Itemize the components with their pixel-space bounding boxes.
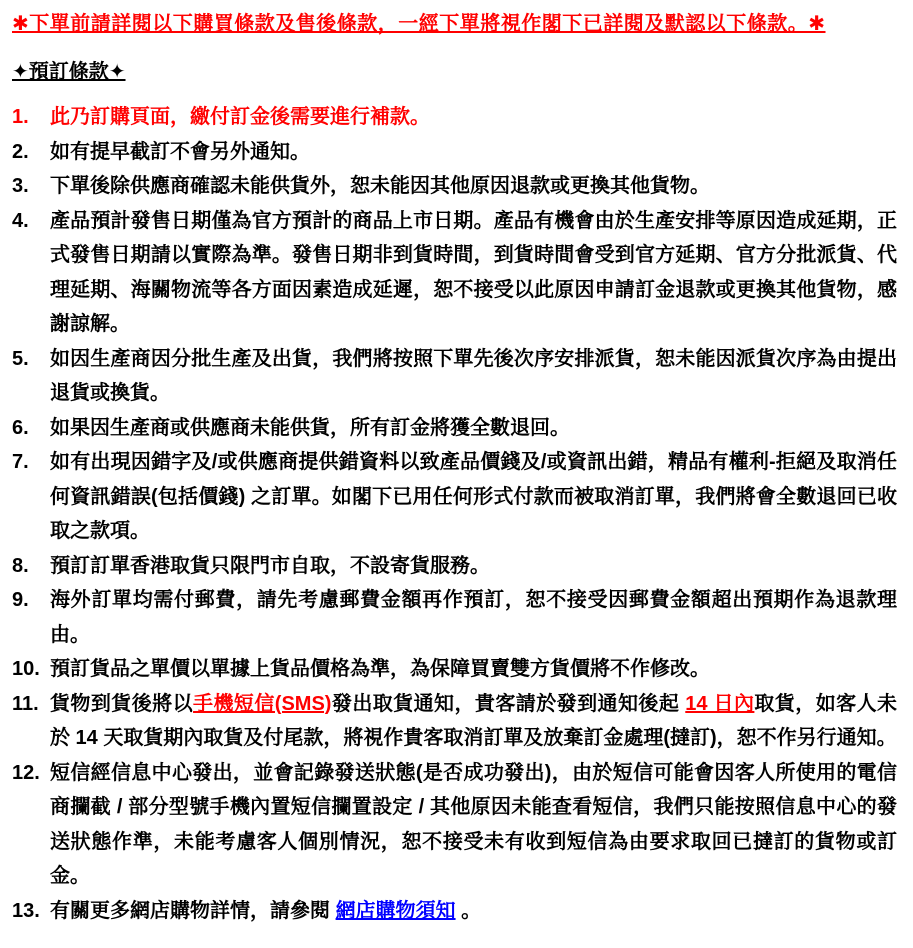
- term-item: [12, 583, 897, 652]
- preorder-warning-headline: ✱下單前請詳閱以下購買條款及售後條款，一經下單將視作閣下已詳閱及默認以下條款。✱: [12, 13, 826, 35]
- term-item: [12, 204, 897, 342]
- term-segment: 下單後除供應商確認未能供貨外，恕未能因其他原因退款或更換其他貨物。: [50, 175, 710, 197]
- term-number: 4.: [12, 209, 29, 232]
- term-text: [50, 652, 897, 687]
- term-segment: 貨物到貨後將以: [50, 692, 194, 715]
- term-number: 10.: [12, 658, 40, 680]
- term-segment: 此乃訂購頁面，繳付訂金後需要進行補款。: [50, 106, 430, 128]
- term-text: [50, 583, 897, 652]
- store-shopping-guide-link[interactable]: 網店購物須知: [335, 899, 456, 922]
- term-number: 6.: [12, 416, 29, 439]
- term-text: [50, 169, 897, 204]
- term-segment: 取貨，如客人未於 14 天取貨期內取貨及付尾款，將視作貴客取消訂單及放棄訂金處理(撻訂)，恕不作另行通知。: [50, 692, 897, 749]
- term-number: 7.: [12, 451, 29, 473]
- term-segment: 預訂訂單香港取貨只限門市自取，不設寄貨服務。: [50, 554, 490, 577]
- term-segment: 短信經信息中心發出，並會記錄發送狀態(是否成功發出)，由於短信可能會因客人所使用的電信商攔截 / 部分型號手機內置短信攔置設定 / 其他原因未能查看短信，我們只能按照信息中心的發送狀態作準，未能考慮客人個別情況，恕不接受未有收到短信為由要求取回已撻訂的貨物或訂金。: [50, 761, 897, 887]
- term-segment: 發出取貨通知，貴客請於發到通知後起: [331, 692, 686, 715]
- term-segment: 。: [455, 899, 482, 922]
- term-number: 11.: [12, 692, 39, 715]
- term-segment: 如因生產商因分批生產及出貨，我們將按照下單先後次序安排派貨，恕未能因派貨次序為由提出退貨或換貨。: [50, 347, 897, 404]
- term-number: 2.: [12, 140, 29, 163]
- term-text: [50, 135, 897, 170]
- section-title: ✦預訂條款✦: [12, 61, 126, 83]
- term-item: [12, 894, 897, 929]
- term-segment: 如有出現因錯字及/或供應商提供錯資料以致產品價錢及/或資訊出錯，精品有權利-拒絕及取消任何資訊錯誤(包括價錢) 之訂單。如閣下已用任何形式付款而被取消訂單，我們將會全數退回已收取之款項。: [50, 451, 897, 542]
- term-item: [12, 100, 897, 135]
- term-number: 5.: [12, 347, 29, 370]
- term-item: [12, 756, 897, 894]
- term-text: [50, 687, 897, 756]
- term-number: 1.: [12, 106, 29, 128]
- term-text: [50, 549, 897, 584]
- term-segment: 14 日內: [685, 692, 755, 715]
- term-item: [12, 549, 897, 584]
- term-text: [50, 894, 897, 929]
- term-number: 12.: [12, 761, 40, 784]
- term-text: [50, 342, 897, 411]
- term-text: [50, 445, 897, 549]
- term-segment: 產品預計發售日期僅為官方預計的商品上市日期。產品有機會由於生產安排等原因造成延期，正式發售日期請以實際為準。發售日期非到貨時間，到貨時間會受到官方延期、官方分批派貨、代理延期、海關物流等各方面因素造成延遲，恕不接受以此原因申請訂金退款或更換其他貨物，感謝諒解。: [50, 209, 897, 335]
- term-item: [12, 342, 897, 411]
- term-segment: 手機短信(SMS): [193, 692, 332, 715]
- term-segment: 如有提早截訂不會另外通知。: [50, 140, 310, 163]
- term-segment: 預訂貨品之單價以單據上貨品價格為準，為保障買賣雙方貨價將不作修改。: [50, 658, 710, 680]
- term-item: [12, 652, 897, 687]
- term-number: 8.: [12, 554, 29, 577]
- term-text: [50, 204, 897, 342]
- term-segment: 海外訂單均需付郵費，請先考慮郵費金額再作預訂，恕不接受因郵費金額超出預期作為退款理由。: [50, 589, 897, 646]
- section-title-wrap: [12, 58, 897, 86]
- term-text: [50, 100, 897, 135]
- term-item: [12, 135, 897, 170]
- term-item: [12, 411, 897, 446]
- term-segment: 如果因生產商或供應商未能供貨，所有訂金將獲全數退回。: [50, 416, 570, 439]
- term-item: [12, 169, 897, 204]
- term-text: [50, 756, 897, 894]
- term-number: 9.: [12, 589, 29, 611]
- term-item: [12, 687, 897, 756]
- term-text: [50, 411, 897, 446]
- term-segment: 有關更多網店購物詳情，請參閱: [50, 899, 336, 922]
- term-item: [12, 445, 897, 549]
- terms-list: [12, 100, 897, 928]
- term-number: 13.: [12, 899, 40, 922]
- term-number: 3.: [12, 175, 29, 197]
